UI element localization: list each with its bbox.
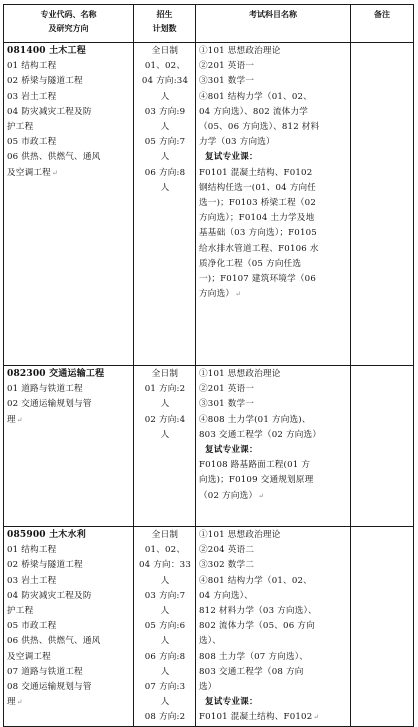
plan-cell <box>134 527 196 727</box>
direction-line: 03 岩土工程 <box>7 91 57 102</box>
paragraph-mark-icon: ↵ <box>51 168 59 177</box>
header-plan-line1: 招生 <box>156 9 173 19</box>
exam-line: 向选)；F0109 交通规划原理 <box>199 475 314 486</box>
direction-line: 08 交通运输规划与管 <box>7 682 92 693</box>
exam-line: ②204 英语二 <box>199 545 255 556</box>
header-major-line1: 专业代码、名称 <box>40 9 97 19</box>
exam-line: 803 交通工程学（02 方向选） <box>199 429 322 440</box>
exam-line: 方向选）；F0104 土力学及地 <box>199 213 315 224</box>
exam-cell <box>196 366 351 527</box>
exam-line: 选一)；F0103 桥梁工程（02 <box>199 198 317 209</box>
direction-line: 及空调工程 <box>7 651 51 662</box>
direction-line: 护工程 <box>7 122 34 133</box>
header-plan-line2: 计划数 <box>152 23 177 33</box>
direction-line: 01 结构工程 <box>7 61 57 72</box>
exam-line: 钢结构任选一(01、04 方向任 <box>199 182 317 193</box>
exam-line: ③301 数学一 <box>199 399 255 410</box>
major-cell <box>4 366 134 527</box>
plan-cell <box>134 43 196 366</box>
plan-line: 人 <box>160 399 170 410</box>
exam-line: 812 材料力学（03 方向选）、 <box>199 606 317 617</box>
direction-line: 04 防灾减灾工程及防 <box>7 590 92 601</box>
plan-line: 人 <box>160 429 170 440</box>
plan-line: 03 方向:9 <box>144 106 186 117</box>
plan-line: 人 <box>160 182 170 193</box>
exam-line: （05、06 方向选）、812 材料 <box>199 122 320 133</box>
retest-heading: 复试专业课： <box>205 445 258 456</box>
plan-line: 人 <box>160 606 170 617</box>
plan-line: 人 <box>160 697 170 708</box>
header-major-line2: 及研究方向 <box>48 23 89 33</box>
exam-line: ②201 英语一 <box>199 61 255 72</box>
table-row <box>4 366 414 527</box>
retest-heading: 复试专业课： <box>205 152 258 163</box>
exam-line: 802 流体力学（05、06 方向 <box>199 621 315 632</box>
exam-line: ①101 思想政治理论 <box>199 46 281 56</box>
header-plan <box>134 5 196 43</box>
plan-line: 05 方向:6 <box>144 621 186 632</box>
plan-line: 人 <box>160 575 170 586</box>
major-title: 082300 交通运输工程 <box>7 369 105 379</box>
plan-line: 03 方向:7 <box>144 590 186 601</box>
exam-line: F0108 路基路面工程(01 方 <box>199 460 311 471</box>
direction-line: 06 供热、供燃气、通风 <box>7 636 101 647</box>
remark-cell <box>351 43 414 366</box>
paragraph-mark-icon: ↵ <box>313 713 320 722</box>
direction-line: 04 防灾减灾工程及防 <box>7 106 92 117</box>
plan-line: 08 方向:2 <box>144 712 186 723</box>
exam-line: F0101 混凝土结构、F0102↵ <box>199 712 320 723</box>
header-remark <box>351 5 414 43</box>
exam-line: ①101 思想政治理论 <box>199 369 281 379</box>
plan-line: 01、02、 <box>144 61 186 72</box>
paragraph-mark-icon: ↵ <box>16 698 23 707</box>
direction-line: 01 结构工程 <box>7 545 57 556</box>
exam-line: ③302 数学二 <box>199 560 255 571</box>
remark-cell <box>351 366 414 527</box>
plan-line: 06 方向:8 <box>144 651 186 662</box>
exam-line: 基基础（03 方向选）；F0105 <box>199 228 317 239</box>
plan-line: 05 方向:7 <box>144 137 186 148</box>
direction-line: 02 桥梁与隧道工程 <box>7 560 83 571</box>
major-cell <box>4 527 134 727</box>
retest-heading: 复试专业课： <box>205 697 258 708</box>
plan-line: 07 方向:3 <box>144 682 186 693</box>
exam-line: ④808 土力学(01 方向选)、 <box>199 414 311 425</box>
plan-line: 04 方向:34 <box>141 76 189 87</box>
plan-line: 04 方向：33 <box>139 560 191 571</box>
paragraph-mark-icon: ↵ <box>16 415 23 424</box>
direction-line: 05 市政工程 <box>7 137 57 148</box>
exam-cell <box>196 527 351 727</box>
exam-line: 803 交通工程学（08 方向 <box>199 666 304 677</box>
plan-line: 全日制 <box>151 369 179 379</box>
plan-line: 人 <box>160 91 170 102</box>
exam-line: 方向选）↵ <box>199 289 242 300</box>
paragraph-mark-icon: ↵ <box>235 290 242 299</box>
direction-line: 06 供热、供燃气、通风 <box>7 152 101 163</box>
header-exam <box>196 5 351 43</box>
plan-line: 全日制 <box>151 46 179 56</box>
exam-line: 给水排水管道工程、F0106 水 <box>199 243 319 254</box>
exam-line: （02 方向选）↵ <box>199 490 265 501</box>
exam-line: 力学（03 方向选） <box>199 137 275 148</box>
header-major <box>4 5 134 43</box>
major-title: 081400 土木工程 <box>7 46 86 56</box>
exam-line: 质净化工程（05 方向任选 <box>199 258 302 269</box>
exam-line: ①101 思想政治理论 <box>199 530 281 540</box>
plan-line: 01 方向:2 <box>144 384 186 395</box>
direction-line: 02 交通运输规划与管 <box>7 399 92 410</box>
table-header-row <box>4 5 414 43</box>
exam-cell <box>196 43 351 366</box>
major-cell <box>4 43 134 366</box>
exam-line: 选） <box>199 682 217 693</box>
plan-cell <box>134 366 196 527</box>
plan-line: 人 <box>160 636 170 647</box>
plan-line: 01、02、 <box>144 545 186 556</box>
exam-line: ③301 数学一 <box>199 76 255 87</box>
direction-line: 03 岩土工程 <box>7 575 57 586</box>
exam-line: ④801 结构力学（01、02、 <box>199 91 312 102</box>
direction-line: 理↵ <box>7 414 23 425</box>
header-remark-label: 备注 <box>374 9 390 19</box>
exam-line: F0101 混凝土结构、F0102 <box>199 167 313 178</box>
exam-line: 选）、 <box>199 636 222 647</box>
table-row <box>4 43 414 366</box>
plan-line: 02 方向:4 <box>144 414 186 425</box>
plan-line: 人 <box>160 152 170 163</box>
plan-line: 06 方向:8 <box>144 167 186 178</box>
plan-line: 人 <box>160 666 170 677</box>
direction-line: 05 市政工程 <box>7 621 57 632</box>
header-exam-label: 考试科目名称 <box>249 9 297 19</box>
exam-line: 04 方向选）、802 流体力学 <box>199 106 309 117</box>
plan-line: 人 <box>160 122 170 133</box>
direction-line: 02 桥梁与隧道工程 <box>7 76 83 87</box>
exam-line: 一)；F0107 建筑环境学（06 <box>199 274 317 285</box>
direction-line: 01 道路与铁道工程 <box>7 384 83 395</box>
exam-line: ④801 结构力学（01、02、 <box>199 575 312 586</box>
remark-cell <box>351 527 414 727</box>
direction-line: 护工程 <box>7 606 34 617</box>
paragraph-mark-icon: ↵ <box>258 491 265 500</box>
major-title: 085900 土木水利 <box>7 530 86 540</box>
direction-line: 及空调工程↵ <box>7 167 59 178</box>
direction-line: 07 道路与铁道工程 <box>7 666 83 677</box>
exam-line: 04 方向选）、 <box>199 590 253 601</box>
plan-line: 全日制 <box>151 530 179 540</box>
exam-line: 808 土力学（07 方向选）、 <box>199 651 309 662</box>
exam-line: ②201 英语一 <box>199 384 255 395</box>
direction-line: 理↵ <box>7 697 23 708</box>
admission-table <box>3 4 414 727</box>
table-row <box>4 527 414 727</box>
